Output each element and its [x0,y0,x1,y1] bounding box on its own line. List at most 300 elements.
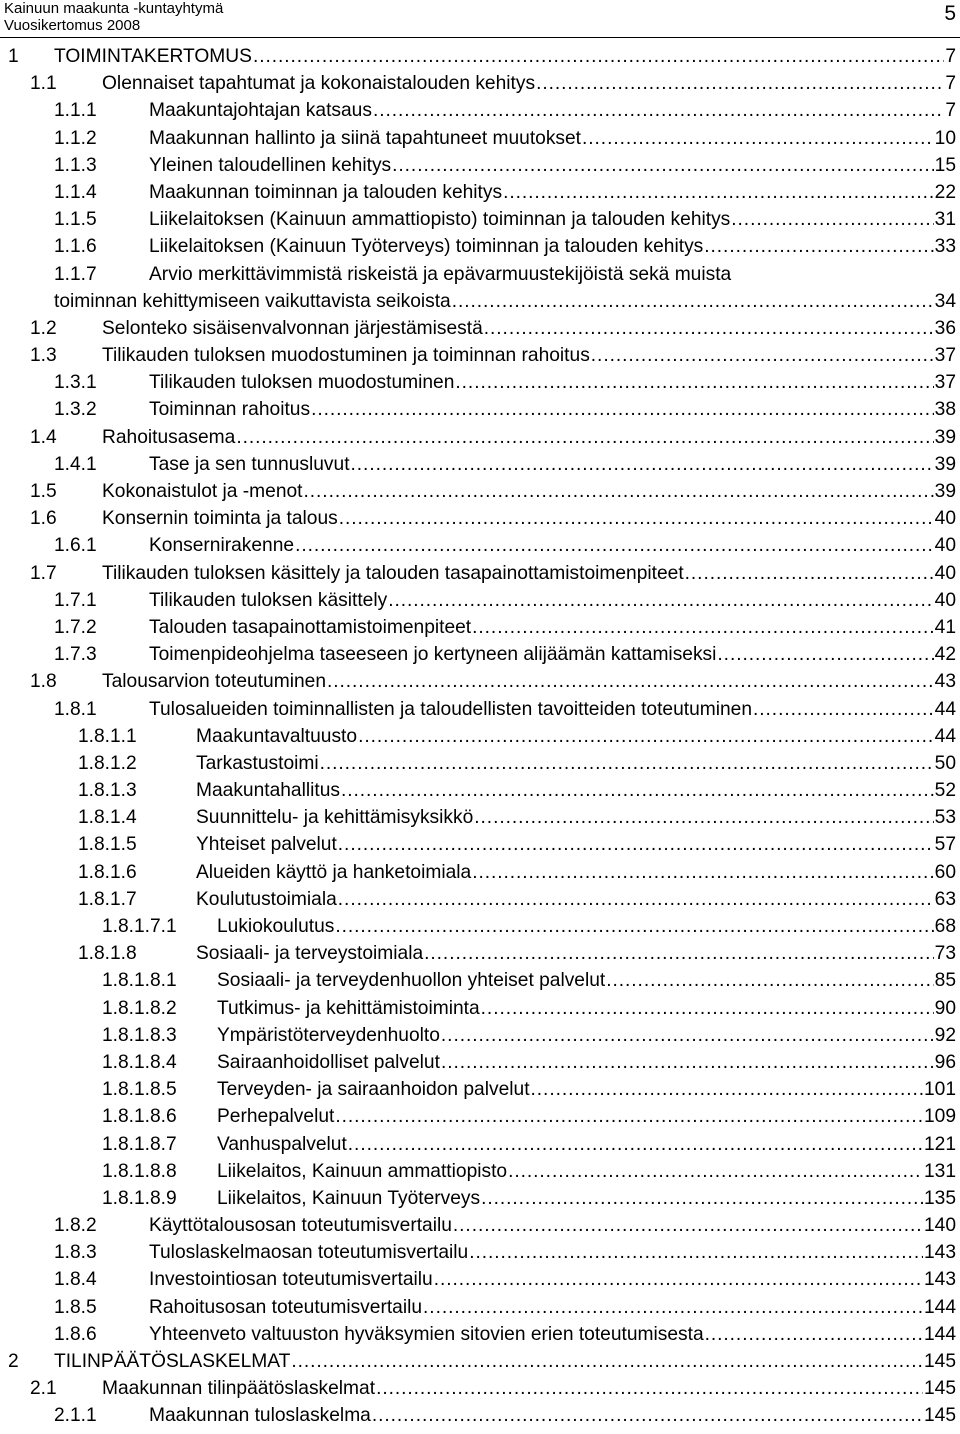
toc-leader-dots [441,1022,934,1049]
toc-entry-number: 1.8.1 [54,698,97,720]
toc-entry-page: 22 [934,181,956,203]
toc-entry[interactable] [0,995,960,1022]
toc-leader-dots [731,206,933,233]
toc-entry-page: 34 [934,290,956,312]
toc-entry-number: 1.1.5 [54,209,97,231]
toc-entry[interactable] [0,587,960,614]
toc-entry-title: Kokonaistulot ja -menot [102,481,303,502]
toc-entry-body [149,1266,956,1293]
toc-entry[interactable] [0,641,960,668]
toc-entry-title: Yleinen taloudellinen kehitys [149,154,392,176]
toc-entry-body [102,1375,956,1402]
toc-leader-dots [236,424,933,451]
toc-entry[interactable] [0,1239,960,1266]
header-document-title: Vuosikertomus 2008 [4,17,141,34]
toc-entry[interactable] [0,668,960,695]
toc-entry-number: 1.8.4 [54,1269,97,1291]
toc-entry-page: 63 [934,888,956,910]
toc-entry-title: Talousarvion toteutuminen [102,671,326,693]
toc-entry-title: Lukiokoulutus [217,916,335,937]
toc-entry-page: 145 [923,1378,956,1400]
toc-entry-page: 135 [923,1187,956,1209]
toc-entry-body [217,1185,956,1212]
toc-leader-dots [481,1185,923,1212]
toc-entry-page: 140 [923,1215,956,1237]
toc-entry-number: 1.8.1.3 [78,780,137,802]
toc-entry[interactable] [0,70,960,97]
toc-entry-page: 53 [934,807,956,829]
toc-entry-title: Tilikauden tuloksen käsittely ja talouden tasapainottamistoimenpiteet [102,562,684,584]
toc-leader-dots [335,1103,923,1130]
toc-entry[interactable] [0,1076,960,1103]
toc-entry-page: 39 [934,481,956,502]
toc-entry-body [149,451,956,478]
toc-leader-dots [484,315,934,342]
toc-entry-body [217,967,956,994]
toc-entry-body [149,233,956,260]
toc-entry-number: 1.7.2 [54,616,97,638]
toc-entry-body [102,560,956,587]
toc-entry-page: 73 [934,943,956,965]
toc-leader-dots [339,505,934,532]
toc-entry-number: 1.8.1.2 [78,752,137,774]
toc-entry-title: Koulutustoimiala [196,888,337,910]
toc-leader-dots [423,1294,923,1321]
toc-leader-dots [508,1158,923,1185]
toc-entry-number: 1.8.1.1 [78,725,137,747]
toc-entry-number: 1.3 [30,345,57,367]
toc-entry-number: 1 [8,46,19,67]
toc-entry[interactable] [0,1131,960,1158]
toc-entry-title: Maakuntavaltuusto [196,725,358,747]
toc-leader-dots [453,1212,923,1239]
toc-entry-body [217,1022,956,1049]
toc-entry-number: 1.4.1 [54,453,97,475]
toc-entry-number: 1.3.1 [54,372,97,394]
toc-entry-page: 143 [923,1242,956,1264]
toc-entry-page: 33 [934,236,956,258]
toc-entry-body [102,315,956,342]
toc-entry[interactable] [0,1294,960,1321]
toc-entry[interactable] [0,396,960,423]
toc-entry[interactable] [0,369,960,396]
toc-entry[interactable] [0,342,960,369]
toc-entry-body [149,261,956,288]
toc-entry-page: 96 [934,1051,956,1073]
toc-leader-dots [372,1402,923,1429]
toc-entry-body [149,125,956,152]
toc-entry[interactable] [0,424,960,451]
toc-entry-body [196,723,956,750]
toc-entry-number: 1.1 [30,73,57,95]
toc-leader-dots [341,777,934,804]
toc-entry-title: Yhteenveto valtuuston hyväksymien sitovien erien toteutumisesta [149,1323,704,1345]
toc-entry-title: Liikelaitoksen (Kainuun ammattiopisto) toiminnan ja talouden kehitys [149,209,731,231]
toc-entry-body [217,1131,956,1158]
toc-leader-dots [291,1348,923,1375]
toc-entry-title: Tilikauden tuloksen muodostuminen ja toiminnan rahoitus [102,345,590,367]
toc-entry[interactable] [0,532,960,559]
toc-entry-continuation[interactable] [0,288,960,315]
toc-entry-title: TOIMINTAKERTOMUS [54,46,252,67]
toc-leader-dots [469,1239,923,1266]
toc-entry-number: 1.8.1.8.6 [102,1106,177,1128]
toc-entry-number: 1.8.1.8.4 [102,1051,177,1073]
toc-entry-number: 1.1.3 [54,154,97,176]
toc-entry-body [149,1212,956,1239]
toc-leader-dots [503,179,934,206]
toc-entry[interactable] [0,478,960,505]
toc-entry-title: toiminnan kehittymiseen vaikuttavista seikoista [54,290,451,312]
toc-entry-title: Maakuntajohtajan katsaus [149,100,372,122]
toc-leader-dots [348,1131,923,1158]
toc-entry-body [102,70,956,97]
toc-entry-page: 36 [934,317,956,339]
table-of-contents [0,43,960,1430]
toc-entry-number: 1.7.3 [54,644,97,666]
toc-entry-title: Käyttötalousosan toteutumisvertailu [149,1215,452,1237]
toc-entry-page: 43 [934,671,956,693]
toc-entry[interactable] [0,913,960,940]
toc-entry-page: 145 [923,1405,956,1427]
toc-leader-dots [338,886,934,913]
toc-leader-dots [472,614,934,641]
toc-entry-title: Selonteko sisäisenvalvonnan järjestämisestä [102,317,483,339]
toc-entry-title: Tutkimus- ja kehittämistoiminta [217,997,480,1019]
toc-entry-page: 40 [934,508,956,530]
toc-entry[interactable] [0,43,960,70]
toc-entry-title: Toimenpideohjelma taseeseen jo kertyneen alijäämän kattamiseksi [149,644,717,666]
toc-entry[interactable] [0,1022,960,1049]
toc-entry-body [149,396,956,423]
toc-entry-page: 101 [923,1079,956,1101]
toc-entry-body [196,940,956,967]
toc-entry-title: Investointiosan toteutumisvertailu [149,1269,433,1291]
toc-entry[interactable] [0,505,960,532]
toc-leader-dots [452,288,934,315]
toc-entry-page: 121 [923,1133,956,1155]
toc-entry[interactable] [0,723,960,750]
toc-entry-page: 68 [934,916,956,937]
toc-entry-title: Toiminnan rahoitus [149,399,311,421]
toc-entry-number: 1.1.2 [54,127,97,149]
toc-entry-page: 7 [945,46,956,67]
toc-entry-page: 42 [934,644,956,666]
toc-leader-dots [474,804,933,831]
toc-leader-dots [531,1076,923,1103]
toc-entry-number: 1.8.2 [54,1215,97,1237]
toc-entry-page: 31 [934,209,956,231]
toc-entry-page: 52 [934,780,956,802]
toc-entry-number: 1.7.1 [54,589,97,611]
toc-entry-number: 1.8.1.8.8 [102,1160,177,1182]
toc-leader-dots [376,1375,923,1402]
toc-entry-number: 1.8.3 [54,1242,97,1264]
toc-entry[interactable] [0,179,960,206]
toc-entry-body [149,206,956,233]
toc-entry-number: 1.8.1.6 [78,861,137,883]
toc-entry-page: 40 [934,562,956,584]
toc-entry-page: 39 [934,426,956,448]
toc-entry-body [196,804,956,831]
toc-entry-title: Arvio merkittävimmistä riskeistä ja epävarmuustekijöistä sekä muista [149,263,732,285]
toc-entry-body [102,668,956,695]
toc-leader-dots [424,940,934,967]
toc-entry[interactable] [0,1266,960,1293]
toc-entry-body [149,1294,956,1321]
toc-leader-dots [338,831,934,858]
toc-entry-title: Maakunnan tilinpäätöslaskelmat [102,1378,376,1400]
toc-entry-title: Tarkastustoimi [196,752,319,774]
toc-entry-body [217,1049,956,1076]
toc-entry-body [149,1321,956,1348]
toc-entry[interactable] [0,804,960,831]
toc-leader-dots [472,859,933,886]
toc-entry-page: 41 [934,616,956,638]
toc-leader-dots [253,43,944,70]
toc-entry[interactable] [0,831,960,858]
toc-entry-number: 1.8.6 [54,1323,97,1345]
toc-entry-number: 1.1.1 [54,100,97,122]
toc-entry-number: 1.8.1.8.9 [102,1187,177,1209]
toc-entry-number: 1.1.7 [54,263,97,285]
toc-entry-number: 1.4 [30,426,57,448]
toc-entry-page: 85 [934,970,956,992]
toc-entry-page: 38 [934,399,956,421]
toc-entry[interactable] [0,152,960,179]
toc-entry-page: 7 [945,100,956,122]
toc-entry-title: Suunnittelu- ja kehittämisyksikkö [196,807,474,829]
toc-entry-title: Maakunnan hallinto ja siinä tapahtuneet muutokset [149,127,582,149]
toc-entry-title: Maakunnan toiminnan ja talouden kehitys [149,181,503,203]
toc-entry-page: 131 [923,1160,956,1182]
toc-entry-page: 37 [934,345,956,367]
toc-entry-body [217,913,956,940]
toc-entry[interactable] [0,315,960,342]
toc-entry[interactable] [0,967,960,994]
toc-entry-page: 10 [934,127,956,149]
toc-entry-title: Sairaanhoidolliset palvelut [217,1051,440,1073]
page-header [0,0,960,38]
toc-leader-dots [388,587,933,614]
toc-leader-dots [320,750,934,777]
toc-entry-number: 1.6.1 [54,535,97,557]
toc-entry-body [196,886,956,913]
toc-entry[interactable] [0,886,960,913]
toc-entry-body [149,179,956,206]
toc-entry-number: 1.8.1.8.3 [102,1024,177,1046]
toc-entry-title: Terveyden- ja sairaanhoidon palvelut [217,1079,530,1101]
toc-entry-number: 1.8.1.8.1 [102,970,177,992]
toc-entry-body [102,505,956,532]
toc-entry-body [149,614,956,641]
toc-entry-body [149,369,956,396]
toc-entry-number: 1.8.1.8 [78,943,137,965]
toc-entry-body [149,641,956,668]
toc-entry-title: Rahoitusasema [102,426,236,448]
toc-entry[interactable] [0,1321,960,1348]
toc-entry-title: Tuloslaskelmaosan toteutumisvertailu [149,1242,469,1264]
toc-entry-body [149,152,956,179]
toc-entry-number: 1.1.6 [54,236,97,258]
toc-leader-dots [392,152,934,179]
toc-leader-dots [373,97,944,124]
toc-entry[interactable] [0,940,960,967]
toc-leader-dots [441,1049,934,1076]
toc-entry-number: 1.8.1.8.7 [102,1133,177,1155]
toc-entry[interactable] [0,1049,960,1076]
toc-entry[interactable] [0,1103,960,1130]
toc-entry[interactable] [0,1185,960,1212]
toc-entry[interactable] [0,750,960,777]
toc-leader-dots [455,369,933,396]
toc-entry-page: 57 [934,834,956,856]
toc-entry-title: Tilikauden tuloksen muodostuminen [149,372,455,394]
toc-entry-title: Liikelaitoksen (Kainuun Työterveys) toiminnan ja talouden kehitys [149,236,704,258]
toc-entry-title: Tase ja sen tunnusluvut [149,453,350,475]
toc-leader-dots [311,396,934,423]
toc-entry[interactable] [0,206,960,233]
toc-entry-body [196,831,956,858]
toc-entry-page: 50 [934,752,956,774]
toc-entry-body [149,696,956,723]
toc-entry-title: Liikelaitos, Kainuun Työterveys [217,1187,481,1209]
toc-entry-number: 2.1 [30,1378,57,1400]
toc-leader-dots [705,1321,923,1348]
toc-leader-dots [717,641,933,668]
toc-entry-page: 144 [923,1323,956,1345]
toc-entry-title: Tulosalueiden toiminnallisten ja taloudellisten tavoitteiden toteutuminen [149,698,753,720]
toc-entry-number: 1.8.5 [54,1296,97,1318]
toc-entry-page: 143 [923,1269,956,1291]
toc-entry[interactable] [0,777,960,804]
toc-entry-page: 90 [934,997,956,1019]
toc-entry-number: 1.8.1.7 [78,888,137,910]
toc-entry-page: 40 [934,535,956,557]
toc-leader-dots [591,342,934,369]
toc-leader-dots [582,125,934,152]
toc-entry-title: TILINPÄÄTÖSLASKELMAT [54,1351,291,1372]
toc-leader-dots [304,478,934,505]
toc-entry[interactable] [0,97,960,124]
toc-entry-title: Sosiaali- ja terveystoimiala [196,943,424,965]
toc-entry-title: Talouden tasapainottamistoimenpiteet [149,616,472,638]
toc-entry[interactable] [0,1212,960,1239]
toc-entry-number: 1.7 [30,562,57,584]
toc-entry-body [217,1158,956,1185]
toc-entry-page: 37 [934,372,956,394]
toc-entry-body [196,777,956,804]
toc-entry-page: 44 [934,725,956,747]
toc-entry-page: 44 [934,698,956,720]
header-divider [0,37,960,38]
toc-entry-number: 1.3.2 [54,399,97,421]
toc-entry-page: 40 [934,589,956,611]
toc-entry[interactable] [0,560,960,587]
toc-entry-number: 1.8.1.8.2 [102,997,177,1019]
toc-entry-body [196,750,956,777]
toc-entry-body [149,587,956,614]
toc-leader-dots [481,995,934,1022]
toc-entry-body [217,1103,956,1130]
toc-entry-body [54,43,956,70]
toc-entry-body [149,1239,956,1266]
toc-entry-title: Konsernin toiminta ja talous [102,508,338,530]
toc-leader-dots [327,668,934,695]
toc-entry-title: Sosiaali- ja terveydenhuollon yhteiset palvelut [217,970,606,992]
toc-leader-dots [606,967,933,994]
toc-leader-dots [358,723,934,750]
toc-entry-page: 60 [934,861,956,883]
toc-entry-body [149,97,956,124]
toc-entry-number: 1.5 [30,481,57,502]
header-organization: Kainuun maakunta -kuntayhtymä [4,0,224,17]
toc-entry[interactable] [0,1402,960,1429]
toc-entry-page: 39 [934,453,956,475]
toc-entry-title: Maakuntahallitus [196,780,340,802]
toc-entry-title: Konsernirakenne [149,535,295,557]
toc-entry-body [217,995,956,1022]
toc-entry-title: Tilikauden tuloksen käsittely [149,589,388,611]
toc-entry-body [196,859,956,886]
toc-entry-body [54,288,956,315]
toc-leader-dots [335,913,933,940]
toc-leader-dots [295,532,934,559]
toc-leader-dots [434,1266,923,1293]
toc-leader-dots [536,70,944,97]
toc-entry-page: 109 [923,1106,956,1128]
toc-entry-title: Olennaiset tapahtumat ja kokonaistalouden kehitys [102,73,536,95]
toc-entry-body [149,532,956,559]
toc-entry-body [149,1402,956,1429]
toc-leader-dots [753,696,934,723]
toc-entry-title: Rahoitusosan toteutumisvertailu [149,1296,423,1318]
toc-entry-title: Ympäristöterveydenhuolto [217,1024,440,1046]
toc-entry-body [102,342,956,369]
toc-entry-number: 1.8.1.7.1 [102,916,177,937]
toc-entry-number: 1.8 [30,671,57,693]
toc-entry-number: 2.1.1 [54,1405,97,1427]
toc-entry-number: 2 [8,1351,19,1372]
toc-leader-dots [704,233,933,260]
toc-entry[interactable] [0,1375,960,1402]
toc-entry[interactable] [0,614,960,641]
toc-leader-dots [685,560,934,587]
toc-entry-page: 92 [934,1024,956,1046]
toc-entry-page: 7 [945,73,956,95]
toc-entry-body [102,424,956,451]
toc-entry[interactable] [0,859,960,886]
toc-leader-dots [351,451,934,478]
toc-entry-title: Maakunnan tuloslaskelma [149,1405,371,1427]
toc-entry-page: 145 [923,1351,956,1372]
toc-entry-number: 1.8.1.8.5 [102,1079,177,1101]
toc-entry[interactable] [0,125,960,152]
toc-entry[interactable] [0,233,960,260]
toc-entry-body [217,1076,956,1103]
toc-entry-title: Vanhuspalvelut [217,1133,347,1155]
toc-entry-body [54,1348,956,1375]
toc-entry[interactable] [0,696,960,723]
toc-entry-number: 1.1.4 [54,181,97,203]
toc-entry[interactable] [0,451,960,478]
toc-entry-number: 1.2 [30,317,57,339]
toc-entry-title: Perhepalvelut [217,1106,335,1128]
toc-entry[interactable] [0,261,960,288]
page-number: 5 [944,2,956,25]
toc-entry[interactable] [0,1348,960,1375]
toc-entry[interactable] [0,1158,960,1185]
